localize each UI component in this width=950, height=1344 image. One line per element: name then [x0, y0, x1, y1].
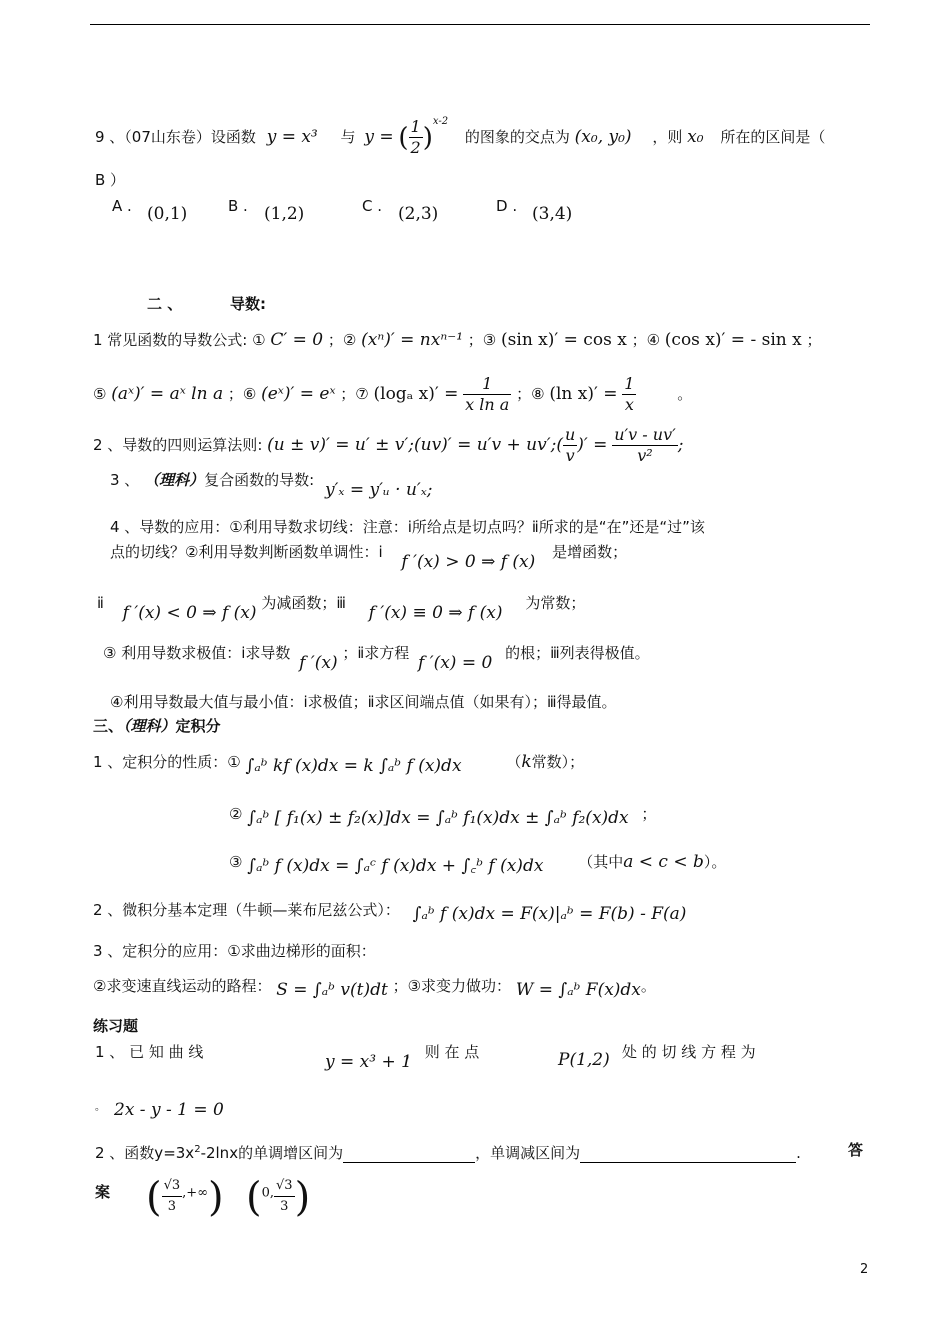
q9-tail2: 所在的区间是（ — [720, 128, 826, 146]
ex2-answer-label2: 案 — [95, 1183, 111, 1201]
ex2-blank-decrease[interactable] — [580, 1146, 796, 1163]
q9-paren-close: ) — [422, 123, 433, 153]
ex2-answer1: ( $\frac{√3}{3}$ ,+∞) — [146, 1174, 224, 1221]
ex1-mid: ， 则 在 点 — [405, 1043, 480, 1061]
chain-rule-line: 3 、 （理科）复合函数的导数: y′ₓ = y′ᵤ · u′ₓ; — [110, 471, 433, 500]
q9-lead: 9 、（07山东卷）设函数 — [95, 128, 256, 146]
deriv-formulas-line2: ⑤ (aˣ)′ = aˣ ln a ；⑥ (eˣ)′ = eˣ ；⑦ (logₐ x)′ = $\frac{1}{\text{x ln a}}$ ；⑧ (ln x)′ = $\frac{1}{x}$ 。 — [93, 374, 693, 414]
q9-option-a: (0,1) — [147, 204, 188, 224]
integral-app-1: 3 、定积分的应用：①求曲边梯形的面积： — [93, 942, 376, 960]
integral-app-2: ②求变速直线运动的路程： S = ∫ₐᵇ v(t)dt ；③求变力做功： W = ∫ₐᵇ F(x)dx。 — [93, 977, 656, 1000]
integral-prop-3: ③ ∫ₐᵇ f (x)dx = ∫ₐᶜ f (x)dx + ∫꜀ᵇ f (x)dx （其中a < c < b）。 — [229, 852, 727, 876]
ex1-answer: 2x - y - 1 = 0 — [114, 1100, 224, 1120]
ex1-curve: y = x³ + 1 — [325, 1052, 412, 1072]
ex1-point: P(1,2) — [558, 1050, 610, 1070]
ex2-answer2: (0, $\frac{√3}{3}$ ) — [246, 1174, 311, 1221]
page-number: 2 — [860, 1262, 869, 1277]
q9-point: (x₀, y₀) — [574, 127, 632, 147]
q9-half: $\frac{1}{2}$ — [410, 117, 421, 157]
q9-tail1: ，则 — [652, 128, 683, 146]
q9-option-d-label: D . — [496, 197, 518, 215]
ex2-blank-increase[interactable] — [343, 1146, 475, 1163]
q9-answer: B ） — [95, 171, 126, 189]
q9-option-a-label: A . — [112, 197, 132, 215]
q9-mid2: 的图象的交点为 — [464, 128, 570, 146]
integral-prop-1: 1 、定积分的性质：① ∫ₐᵇ kf (x)dx = k ∫ₐᵇ f (x)dx （k常数）； — [93, 752, 585, 776]
q9-f2-pre: y = — [364, 127, 394, 147]
q9-line — [95, 112, 825, 158]
q9-option-b-label: B . — [228, 197, 248, 215]
q9-option-d: (3,4) — [532, 204, 573, 224]
q9-mid: 与 — [340, 128, 356, 146]
ex1-lead: 1 、 已 知 曲 线 — [95, 1043, 204, 1061]
deriv-formulas-line1: 1 常见函数的导数公式: ① C′ = 0 ；② (xⁿ)′ = nxⁿ⁻¹ ；③ (sin x)′ = cos x ；④ (cos x)′ = - sin x ； — [93, 330, 822, 350]
sec3-heading: 三、（理科）定积分 — [93, 717, 221, 735]
q9-option-c-label: C . — [362, 197, 383, 215]
deriv-app-line3: ⅱ f ′(x) < 0 ⇒ f (x) 为减函数；ⅲ f ′(x) ≡ 0 ⇒ f (x) 为常数； — [97, 594, 586, 623]
deriv-app-line5: ④利用导数最大值与最小值：ⅰ求极值；ⅱ求区间端点值（如果有）；ⅲ得最值。 — [110, 693, 617, 711]
q9-option-b: (1,2) — [264, 204, 305, 224]
sec2-heading-num: 二 、 — [147, 295, 183, 313]
sec2-heading-title: 导数: — [230, 295, 266, 313]
q9-exponent: x-2 — [432, 116, 449, 127]
q9-paren-open: ( — [398, 123, 409, 153]
deriv-app-line1: 4 、导数的应用：①利用导数求切线：注意：ⅰ所给点是切点吗？ⅱ所求的是“在”还是“过”该 — [110, 518, 705, 536]
ex2-answer-label: 答 — [848, 1141, 864, 1159]
deriv-app-line4: ③ 利用导数求极值：ⅰ求导数 f ′(x) ；ⅱ求方程 f ′(x) = 0 的根；ⅲ列表得极值。 — [103, 644, 650, 673]
q9-option-c: (2,3) — [398, 204, 439, 224]
fundamental-theorem: 2 、微积分基本定理（牛顿—莱布尼兹公式）： ∫ₐᵇ f (x)dx = F(x)|ₐᵇ = F(b) - F(a) — [93, 901, 687, 924]
deriv-arith-rules: 2 、导数的四则运算法则: (u ± v)′ = u′ ± v′;(uv)′ = u′v + uv′;( $\frac{u}{v}$ )′ = $\frac{u'v - uv'}{\text{v²}}$ ; — [93, 425, 684, 465]
deriv-app-line2: 点的切线？②利用导数判断函数单调性：ⅰ f ′(x) > 0 ⇒ f (x) 是增函数； — [110, 543, 628, 572]
integral-prop-2: ② ∫ₐᵇ [ f₁(x) ± f₂(x)]dx = ∫ₐᵇ f₁(x)dx ± ∫ₐᵇ f₂(x)dx ； — [229, 805, 657, 828]
exercises-heading: 练习题 — [93, 1017, 139, 1035]
header-rule — [90, 24, 870, 25]
ex1-answer-mark: 。 — [95, 1102, 105, 1113]
ex1-tail: 处 的 切 线 方 程 为 — [622, 1043, 756, 1061]
ex2-line: 2 、函数$y=3x^2-2\ln x$的单调增区间为 ，单调减区间为 . — [95, 1144, 801, 1162]
q9-f1: y = x³ — [266, 127, 318, 147]
q9-var: x₀ — [687, 127, 704, 147]
